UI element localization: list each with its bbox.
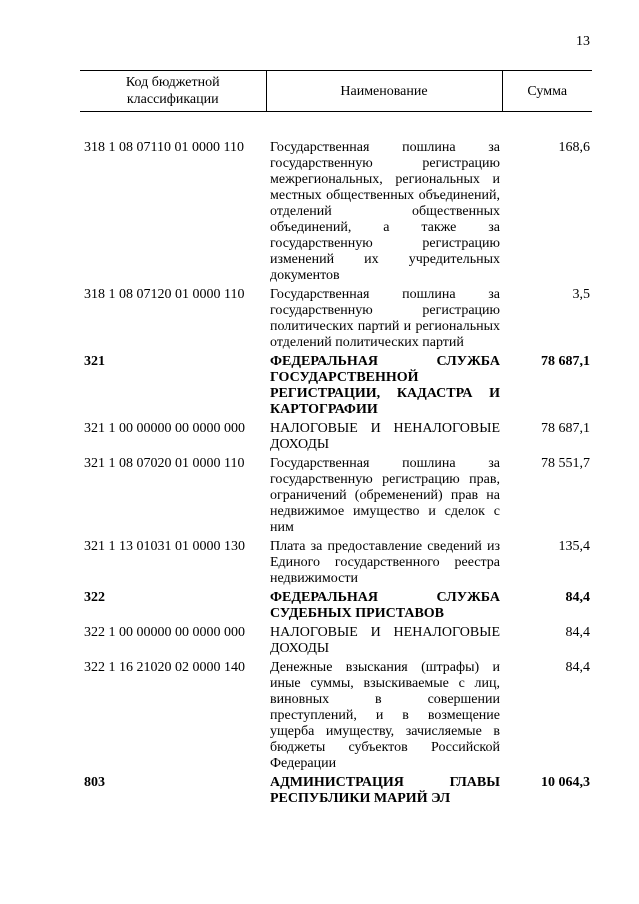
table-row bbox=[80, 353, 592, 420]
table-row bbox=[80, 139, 592, 286]
table-row bbox=[80, 420, 592, 455]
table-row bbox=[80, 589, 592, 624]
header-name: Наименование bbox=[266, 71, 502, 112]
name-cell: ФЕДЕРАЛЬНАЯ СЛУЖБА ГОСУДАРСТВЕННОЙ РЕГИСТРАЦИИ, КАДАСТРА И КАРТОГРАФИИ bbox=[270, 354, 500, 417]
code-cell: 803 bbox=[84, 775, 105, 790]
code-cell: 321 1 08 07020 01 0000 110 bbox=[84, 456, 245, 471]
sum-cell: 84,4 bbox=[565, 590, 590, 605]
table-header bbox=[80, 71, 592, 112]
sum-cell: 78 551,7 bbox=[541, 456, 590, 471]
code-cell: 318 1 08 07120 01 0000 110 bbox=[84, 287, 245, 302]
code-cell: 322 bbox=[84, 590, 105, 605]
header-sum: Сумма bbox=[502, 71, 592, 112]
header-code: Код бюджетной классификации bbox=[80, 71, 266, 112]
code-cell: 322 1 16 21020 02 0000 140 bbox=[84, 660, 245, 675]
sum-cell: 135,4 bbox=[558, 539, 590, 554]
name-cell: Государственная пошлина за государственную регистрацию политических партий и региональных отделений политических партий bbox=[270, 287, 500, 350]
table-row bbox=[80, 774, 592, 809]
code-cell: 322 1 00 00000 00 0000 000 bbox=[84, 625, 245, 640]
name-cell: Государственная пошлина за государственную регистрацию межрегиональных, региональных и местных общественных объединений, отделений общественных объединений, а также за государственную регистрацию изменений их учредительных документов bbox=[270, 140, 500, 283]
header-row bbox=[80, 71, 592, 112]
page-number: 13 bbox=[576, 34, 590, 49]
budget-table bbox=[80, 70, 592, 809]
code-cell: 321 bbox=[84, 354, 105, 369]
table-row bbox=[80, 659, 592, 774]
table-row bbox=[80, 538, 592, 589]
sum-cell: 78 687,1 bbox=[541, 421, 590, 436]
name-cell: Денежные взыскания (штрафы) и иные суммы, взыскиваемые с лиц, виновных в совершении преступлений, и в возмещение ущерба имуществу, зачисляемые в бюджеты субъектов Российской Федерации bbox=[270, 660, 500, 771]
sum-cell: 84,4 bbox=[565, 625, 590, 640]
code-cell: 321 1 00 00000 00 0000 000 bbox=[84, 421, 245, 436]
name-cell: НАЛОГОВЫЕ И НЕНАЛОГОВЫЕ ДОХОДЫ bbox=[270, 625, 500, 656]
sum-cell: 10 064,3 bbox=[541, 775, 590, 790]
sum-cell: 168,6 bbox=[558, 140, 590, 155]
sum-cell: 3,5 bbox=[572, 287, 590, 302]
sum-cell: 78 687,1 bbox=[541, 354, 590, 369]
code-cell: 321 1 13 01031 01 0000 130 bbox=[84, 539, 245, 554]
name-cell: ФЕДЕРАЛЬНАЯ СЛУЖБА СУДЕБНЫХ ПРИСТАВОВ bbox=[270, 590, 500, 621]
name-cell: Государственная пошлина за государственную регистрацию прав, ограничений (обременений) прав на недвижимое имущество и сделок с ним bbox=[270, 456, 500, 535]
table-body bbox=[80, 112, 592, 810]
name-cell: АДМИНИСТРАЦИЯ ГЛАВЫ РЕСПУБЛИКИ МАРИЙ ЭЛ bbox=[270, 775, 500, 806]
name-cell: НАЛОГОВЫЕ И НЕНАЛОГОВЫЕ ДОХОДЫ bbox=[270, 421, 500, 452]
code-cell: 318 1 08 07110 01 0000 110 bbox=[84, 140, 244, 155]
table-row bbox=[80, 624, 592, 659]
spacer-cell bbox=[80, 112, 592, 140]
name-cell: Плата за предоставление сведений из Единого государственного реестра недвижимости bbox=[270, 539, 500, 586]
table-row bbox=[80, 286, 592, 353]
table-row bbox=[80, 455, 592, 538]
header-spacer bbox=[80, 112, 592, 140]
sum-cell: 84,4 bbox=[565, 660, 590, 675]
